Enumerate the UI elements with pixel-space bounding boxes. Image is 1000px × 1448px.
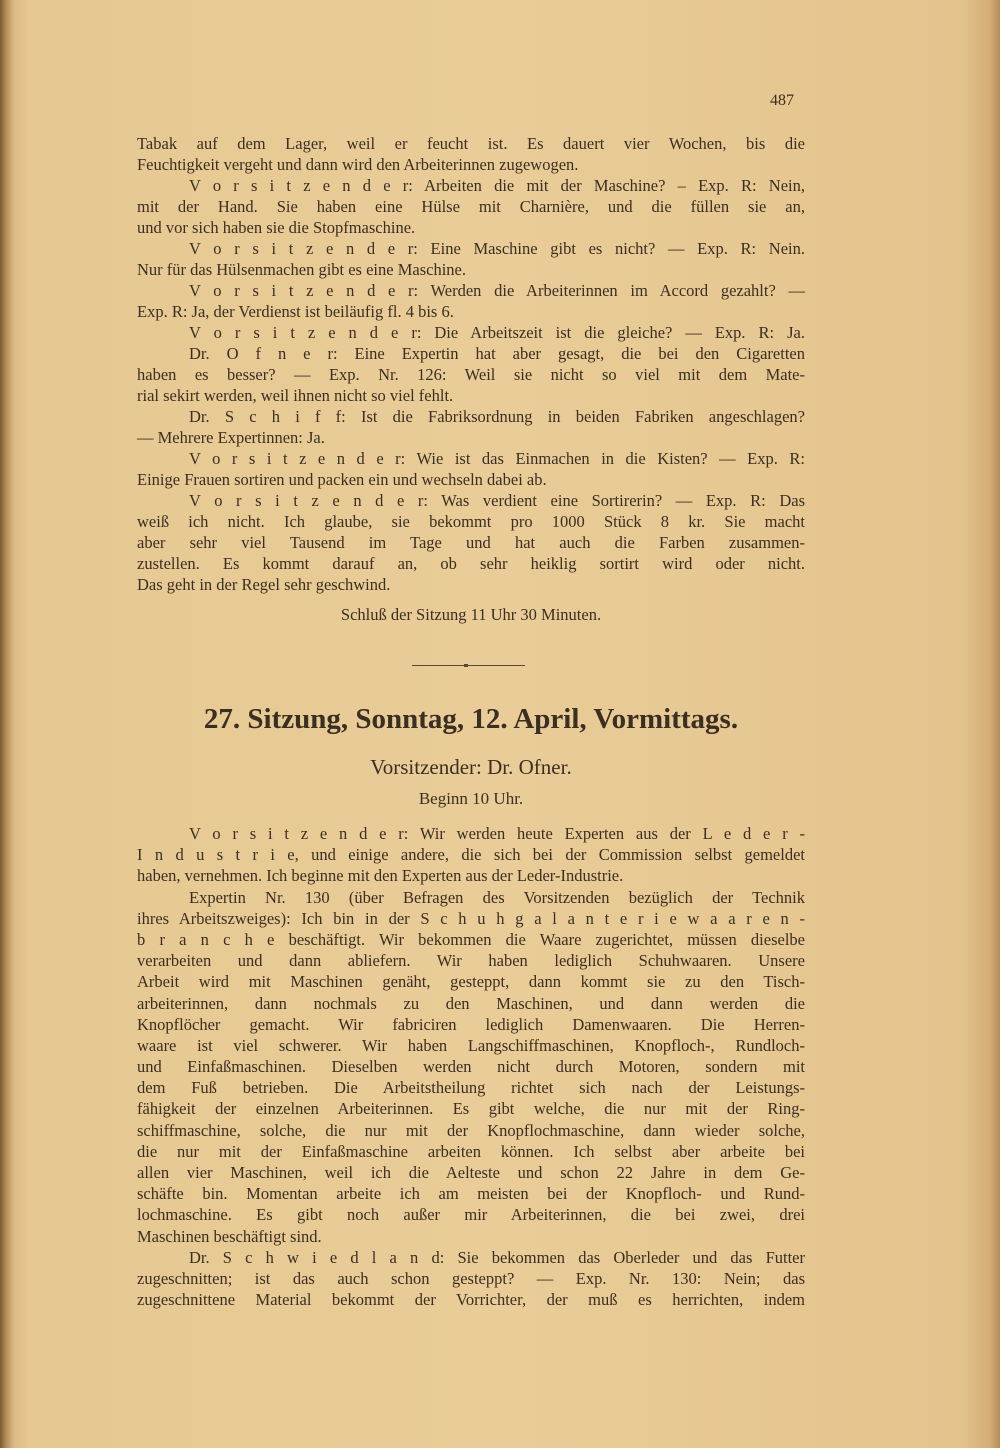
text-line: Dr. S c h i f f: Ist die Fabriksordnung in beiden Fabriken angeschlagen? [189,407,805,426]
text-line: Nur für das Hülsenmachen gibt es eine Maschine. [137,260,466,279]
text-line: mit der Hand. Sie haben eine Hülse mit Charnière, und die füllen sie an, [137,197,805,216]
text-line: Arbeit wird mit Maschinen genäht, gesteppt, dann kommt sie zu den Tisch- [137,972,805,992]
text-line: waare ist viel schwerer. Wir haben Langschiffmaschinen, Knopfloch-, Rundloch- [137,1035,805,1055]
text-line: schäfte bin. Momentan arbeite ich am meisten bei der Knopfloch- und Rund- [137,1184,805,1204]
text-line: — Mehrere Expertinnen: Ja. [137,428,325,447]
text-line: aber sehr viel Tausend im Tage und hat auch die Farben zusammen- [137,533,805,552]
text-line: Tabak auf dem Lager, weil er feucht ist. Es dauert vier Wochen, bis die [137,134,805,153]
text-line: Feuchtigkeit vergeht und dann wird den Arbeiterinnen zugewogen. [137,155,579,174]
text-line: lochmaschine. Es gibt noch außer mir Arbeiterinnen, die bei zwei, drei [137,1205,805,1225]
text-line: V o r s i t z e n d e r: Was verdient eine Sortirerin? — Exp. R: Das [189,491,805,510]
text-line: verarbeiten und dann abliefern. Wir haben lediglich Schuhwaaren. Unsere [137,951,805,971]
session-closing-line: Schluß der Sitzung 11 Uhr 30 Minuten. [340,605,602,624]
text-line: V o r s i t z e n d e r: Wie ist das Einmachen in die Kisten? — Exp. R: [189,449,805,468]
text-line: V o r s i t z e n d e r: Arbeiten die mit der Maschine? – Exp. R: Nein, [189,176,805,195]
page-number: 487 [770,92,794,109]
text-line: arbeiterinnen, dann nochmals zu den Maschinen, und dann werden die [137,993,805,1013]
text-line: zustellen. Es kommt darauf an, ob sehr heiklig sortirt wird oder nicht. [137,554,805,573]
text-line: zugeschnitten; ist das auch schon gesteppt? — Exp. Nr. 130: Nein; das [137,1268,805,1288]
text-line: V o r s i t z e n d e r: Die Arbeitszeit ist die gleiche? — Exp. R: Ja. [189,323,805,342]
section-divider [412,665,525,666]
text-line: I n d u s t r i e, und einige andere, die sich bei der Commission selbst gemeldet [137,845,805,865]
text-line: haben, vernehmen. Ich beginne mit den Experten aus der Leder-Industrie. [137,866,624,886]
text-line: allen vier Maschinen, weil ich die Aelteste und schon 22 Jahre in dem Ge- [137,1163,805,1182]
session-heading: 27. Sitzung, Sonntag, 12. April, Vormittags. [203,703,739,735]
text-line: Das geht in der Regel sehr geschwind. [137,575,391,594]
start-time-line: Beginn 10 Uhr. [418,789,524,808]
text-line: Exp. R: Ja, der Verdienst ist beiläufig fl. 4 bis 6. [137,302,454,321]
text-line: V o r s i t z e n d e r: Wir werden heute Experten aus der L e d e r - [189,824,805,843]
text-line: b r a n c h e beschäftigt. Wir bekommen die Waare zugerichtet, müssen dieselbe [137,929,805,949]
text-line: und vor sich haben sie die Stopfmaschine. [137,218,416,237]
text-line: zugeschnittene Material bekommt der Vorrichter, der muß es herrichten, indem [137,1290,805,1310]
text-line: fähigkeit der einzelnen Arbeiterinnen. Es gibt welche, die nur mit der Ring- [137,1099,805,1119]
text-line: Dr. O f n e r: Eine Expertin hat aber gesagt, die bei den Cigaretten [189,344,805,363]
text-line: schiffmaschine, solche, die nur mit der Knopflochmaschine, dann wieder solche, [137,1120,805,1140]
top-section [137,133,805,595]
text-line: Maschinen beschäftigt sind. [137,1226,322,1246]
text-line: haben es besser? — Exp. Nr. 126: Weil sie nicht so viel mit dem Mate- [137,365,805,384]
closing-paragraph [137,604,805,625]
text-line: weiß ich nicht. Ich glaube, sie bekommt pro 1000 Stück 8 kr. Sie macht [137,512,805,531]
text-line: und Einfaßmaschinen. Dieselben werden nicht durch Motoren, sondern mit [137,1057,805,1077]
text-line: ihres Arbeitszweiges): Ich bin in der S c h u h g a l a n t e r i e w a a r e n - [137,908,805,928]
main-section [137,823,805,1310]
text-line: V o r s i t z e n d e r: Eine Maschine gibt es nicht? — Exp. R: Nein. [189,239,805,258]
text-line: Expertin Nr. 130 (über Befragen des Vorsitzenden bezüglich der Technik [189,887,805,907]
text-line: rial sekirt werden, weil ihnen nicht so viel fehlt. [137,386,454,405]
text-line: dem Fuß betrieben. Die Arbeitstheilung richtet sich nach der Leistungs- [137,1078,805,1098]
chair-line: Vorsitzender: Dr. Ofner. [370,755,572,779]
text-line: Knopflöcher gemacht. Wir fabriciren lediglich Damenwaaren. Die Herren- [137,1014,805,1034]
text-line: die nur mit der Einfaßmaschine arbeiten können. Ich selbst aber arbeite bei [137,1141,805,1161]
text-line: V o r s i t z e n d e r: Werden die Arbeiterinnen im Accord gezahlt? — [189,281,805,300]
text-line: Einige Frauen sortiren und packen ein und wechseln dabei ab. [137,470,547,489]
text-line: Dr. S c h w i e d l a n d: Sie bekommen das Oberleder und das Futter [189,1247,805,1267]
